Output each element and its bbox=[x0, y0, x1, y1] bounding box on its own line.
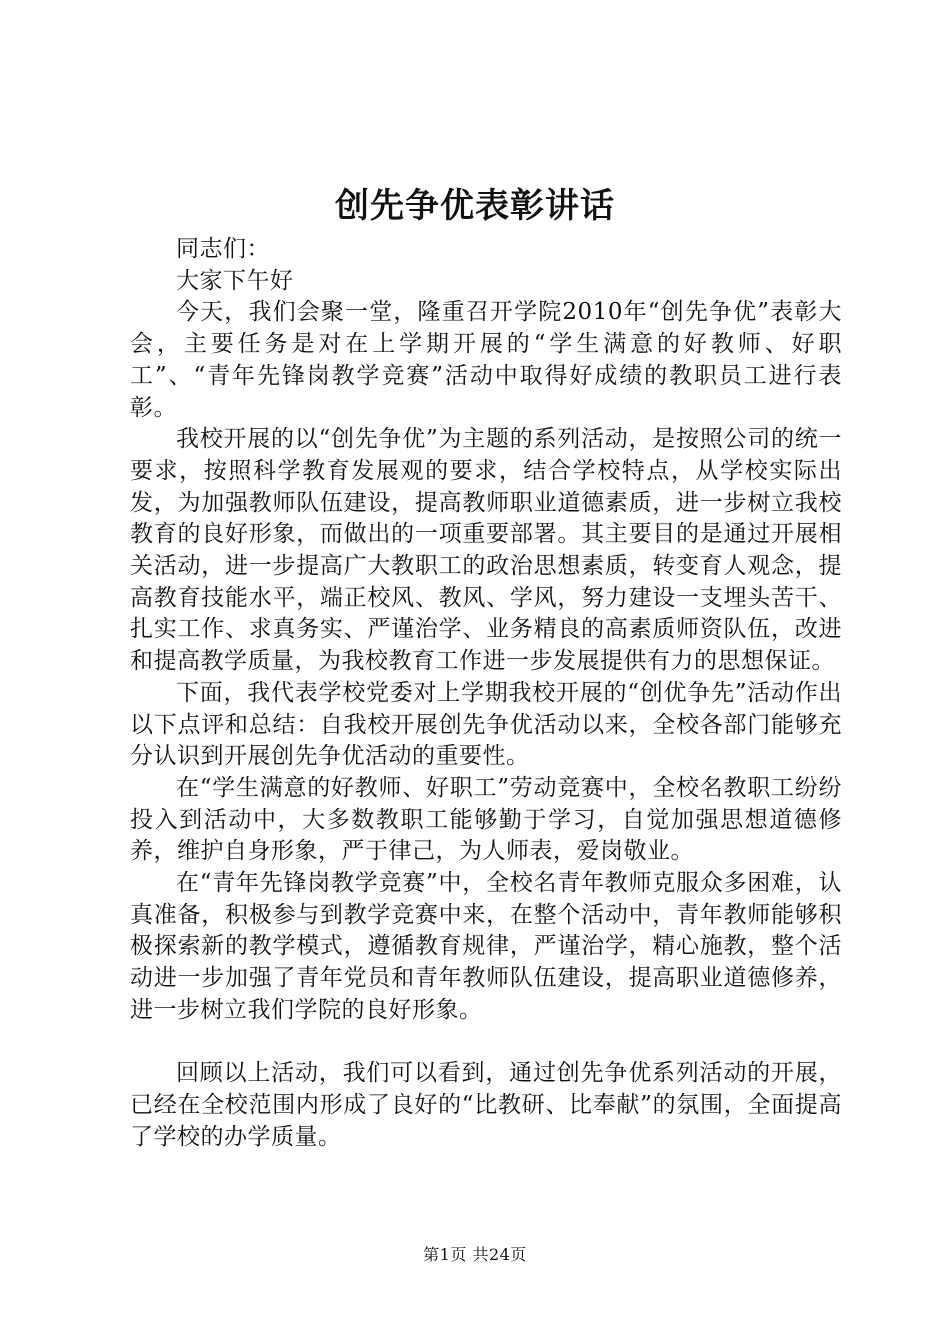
paragraph-youth-competition: 在“青年先锋岗教学竞赛”中，全校名青年教师克服众多困难，认真准备，积极参与到教学竞赛中来，在整个活动中，青年教师能够积极探索新的教学模式，遵循教育规律，严谨治学，精心施教，整个活动进一步加强了青年党员和青年教师队伍建设，提高职业道德修养，进一步树立我们学院的良好形象。 bbox=[130, 870, 842, 1023]
page-footer: 第1页 共24页 bbox=[423, 1245, 527, 1264]
salutation: 同志们： bbox=[176, 236, 270, 262]
paragraph-summary: 下面，我代表学校党委对上学期我校开展的“创优争先”活动作出以下点评和总结：自我校开展创先争优活动以来，全校各部门能够充分认识到开展创先争优活动的重要性。 bbox=[130, 679, 842, 770]
paragraph-opening: 今天，我们会聚一堂，隆重召开学院2010年“创先争优”表彰大会，主要任务是对在上学期开展的“学生满意的好教师、好职工”、“青年先锋岗教学竞赛”活动中取得好成绩的教职员工进行表彰。 bbox=[130, 299, 842, 421]
paragraph-purpose: 我校开展的以“创先争优”为主题的系列活动，是按照公司的统一要求，按照科学教育发展观的要求，结合学校特点，从学校实际出发，为加强教师队伍建设，提高教师职业道德素质，进一步树立我校教育的良好形象，而做出的一项重要部署。其主要目的是通过开展相关活动，进一步提高广大教职工的政治思想素质，转变育人观念，提高教育技能水平，端正校风、教风、学风，努力建设一支埋头苦干、扎实工作、求真务实、严谨治学、业务精良的高素质师资队伍，改进和提高教学质量，为我校教育工作进一步发展提供有力的思想保证。 bbox=[130, 426, 842, 675]
paragraph-review: 回顾以上活动，我们可以看到，通过创先争优系列活动的开展，已经在全校范围内形成了良好的“比教研、比奉献”的氛围，全面提高了学校的办学质量。 bbox=[130, 1060, 842, 1150]
greeting: 大家下午好 bbox=[176, 267, 294, 294]
paragraph-teacher-competition: 在“学生满意的好教师、好职工”劳动竞赛中，全校名教职工纷纷投入到活动中，大多数教职工能够勤于学习，自觉加强思想道德修养，维护自身形象，严于律己，为人师表，爱岗敬业。 bbox=[130, 774, 842, 865]
document-title: 创先争优表彰讲话 bbox=[335, 186, 615, 226]
document-body bbox=[130, 234, 842, 1153]
